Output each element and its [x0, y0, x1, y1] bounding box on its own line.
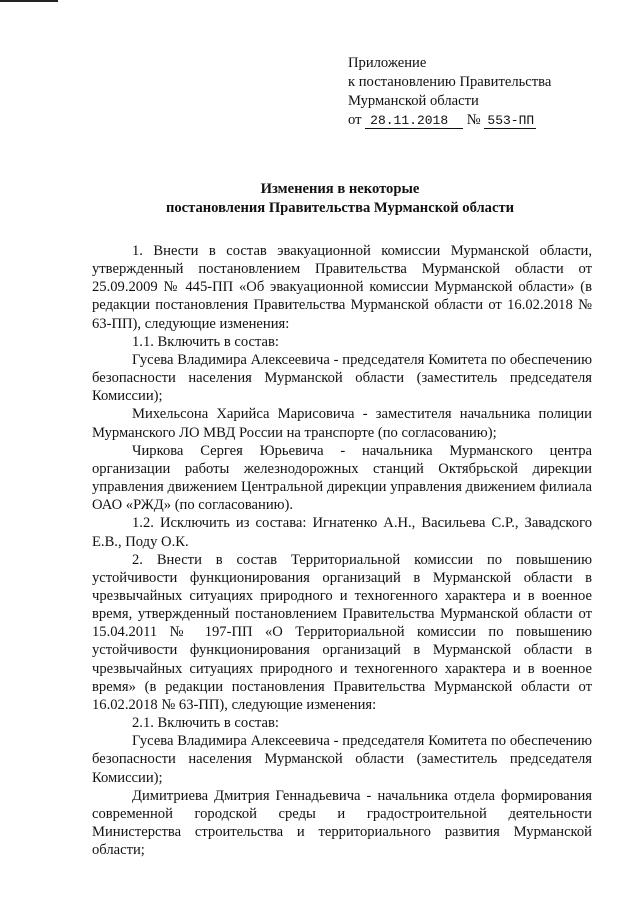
paragraph-1: 1. Внести в состав эвакуационной комиссии Мурманской области, утвержденный постановлением Правительства Мурманской области от 25.09.2009 № 445-ПП «Об эвакуационной комиссии Мурманской области» (в редакции постановления Правительства Мурманской области от 16.02.2018 № 63-ПП), следующие изменения: [92, 243, 592, 332]
number-prefix: № [466, 112, 481, 128]
title-line-1: Изменения в некоторые [260, 181, 420, 197]
paragraph-2: 2. Внести в состав Территориальной комиссии по повышению устойчивости функционирования организаций в Мурманской области в чрезвычайных ситуациях природного и техногенного характера и в военное время, утвержденный постановлением Правительства Мурманской области от 15.04.2011 № 197-ПП «О Территориальной комиссии по повышению устойчивости функционирования организаций в Мурманской области в чрезвычайных ситуациях природного и техногенного характера и в военное время» (в редакции постановления Правительства Мурманской области от 16.02.2018 № 63-ПП), следующие изменения: [92, 551, 592, 713]
appendix-date-line [348, 111, 628, 130]
title-line-2: постановления Правительства Мурманской области [165, 200, 515, 216]
paragraph-dimitriev: Димитриева Дмитрия Геннадьевича - начальника отдела формирования современной городской среды и градостроительной деятельности Министерства строительства и территориального развития Мурманской области; [92, 787, 592, 859]
paragraph-gusev-2: Гусева Владимира Алексеевича - председателя Комитета по обеспечению безопасности населения Мурманской области (заместитель председателя Комиссии); [92, 733, 592, 786]
top-edge-rule [0, 0, 58, 2]
date-prefix: от [348, 112, 362, 128]
paragraph-chirkov: Чиркова Сергея Юрьевича - начальника Мурманского центра организации работы железнодорожных станций Октябрьской дирекции управления движением Центральной дирекции управления движением филиала ОАО «РЖД» (по согласованию). [92, 442, 592, 514]
appendix-region: Мурманской области [348, 93, 479, 109]
document-body [92, 242, 592, 859]
appendix-reference: к постановлению Правительства [348, 74, 552, 90]
paragraph-mikhelson: Михельсона Харийса Марисовича - заместителя начальника полиции Мурманского ЛО МВД России на транспорте (по согласованию); [92, 406, 592, 441]
date-value: 28.11.2018 [365, 113, 463, 129]
paragraph-1-2: 1.2. Исключить из состава: Игнатенко А.Н., Васильева С.Р., Завадского Е.В., Поду О.К. [92, 515, 592, 550]
appendix-label: Приложение [348, 55, 427, 71]
paragraph-gusev: Гусева Владимира Алексеевича - председателя Комитета по обеспечению безопасности населения Мурманской области (заместитель председателя Комиссии); [92, 351, 592, 405]
document-title [60, 180, 620, 218]
paragraph-1-1: 1.1. Включить в состав: [132, 333, 279, 350]
paragraph-2-1: 2.1. Включить в состав: [132, 715, 279, 732]
number-value: 553-ПП [484, 113, 536, 129]
appendix-header [348, 54, 628, 130]
